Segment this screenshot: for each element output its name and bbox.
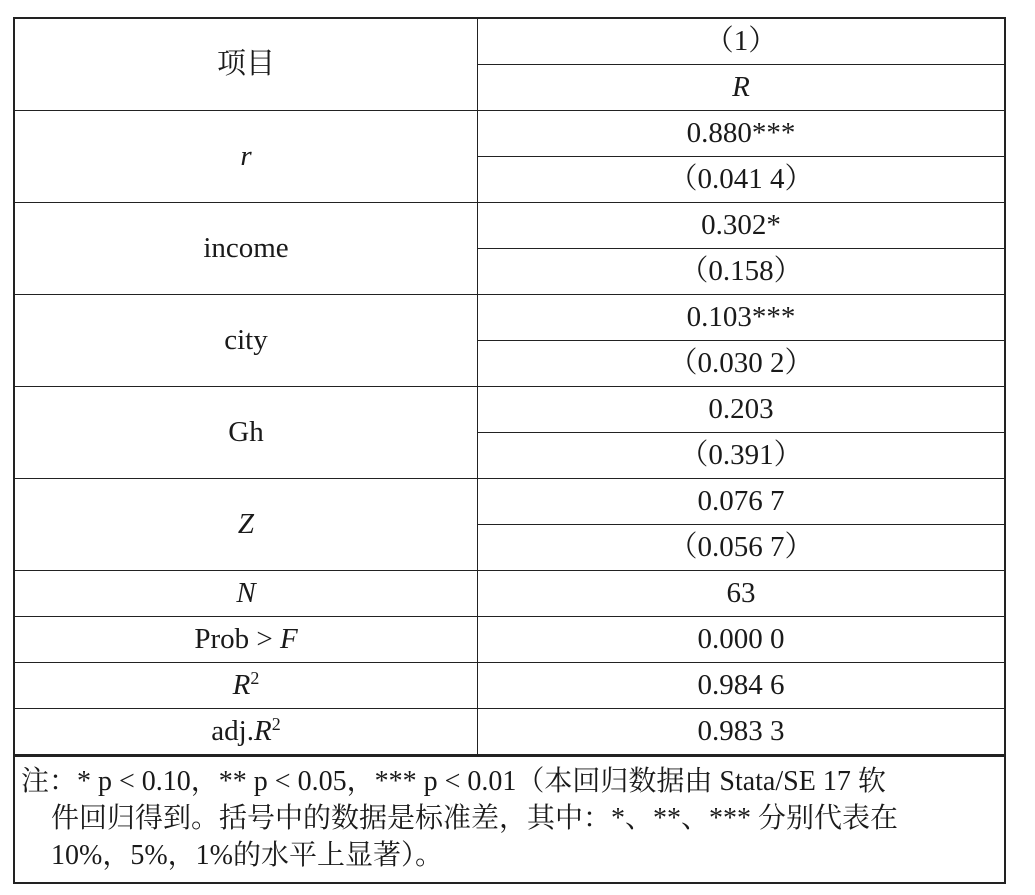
standard-error-cell: （0.030 2） [478, 341, 1005, 387]
table-row [15, 571, 1004, 617]
variable-name-gh: Gh [15, 387, 478, 479]
coefficient-cell: 0.880*** [478, 111, 1005, 157]
variable-name-city: city [15, 295, 478, 387]
standard-error-cell: （0.158） [478, 249, 1005, 295]
coefficient-cell: 0.302* [478, 203, 1005, 249]
coefficient-cell: 0.203 [478, 387, 1005, 433]
table-row [15, 111, 1004, 157]
note-line-2: 件回归得到。括号中的数据是标准差，其中：*、**、*** 分别代表在 [51, 803, 899, 834]
note-line-1: 注：* p < 0.10，** p < 0.05，*** p < 0.01（本回归数据由 Stata/SE 17 软 [21, 766, 886, 797]
stat-prefix: Prob > [194, 623, 280, 655]
stat-name-prob-f [15, 617, 478, 663]
variable-name-z: Z [15, 479, 478, 571]
regression-table-frame [13, 17, 1006, 884]
table-note [15, 755, 1004, 874]
stat-value-prob-f: 0.000 0 [478, 617, 1005, 663]
table-row [15, 387, 1004, 433]
standard-error-cell: （0.391） [478, 433, 1005, 479]
header-dependent-variable: R [478, 65, 1005, 111]
table-row [15, 479, 1004, 525]
header-model-number: （1） [478, 19, 1005, 65]
stat-variable: R [253, 715, 272, 747]
stat-variable: R [232, 669, 251, 701]
table-row [15, 203, 1004, 249]
standard-error-cell: （0.056 7） [478, 525, 1005, 571]
standard-error-cell: （0.041 4） [478, 157, 1005, 203]
table-row [15, 617, 1004, 663]
coefficient-cell: 0.076 7 [478, 479, 1005, 525]
stat-prefix: adj. [211, 715, 254, 747]
table-row [15, 663, 1004, 709]
note-line-3: 10%，5%，1%的水平上显著）。 [51, 840, 443, 871]
stat-variable: F [279, 623, 298, 655]
variable-name-income: income [15, 203, 478, 295]
stat-value-n: 63 [478, 571, 1005, 617]
stat-superscript: 2 [250, 668, 260, 688]
stat-value-adj-r-squared: 0.983 3 [478, 709, 1005, 755]
stat-superscript: 2 [271, 714, 281, 734]
regression-table [15, 19, 1004, 755]
stat-value-r-squared: 0.984 6 [478, 663, 1005, 709]
table-row [15, 709, 1004, 755]
table-row [15, 295, 1004, 341]
stat-name-n: N [15, 571, 478, 617]
stat-name-adj-r-squared [15, 709, 478, 755]
stat-name-r-squared [15, 663, 478, 709]
header-item-label: 项目 [15, 19, 478, 111]
variable-name-r: r [15, 111, 478, 203]
coefficient-cell: 0.103*** [478, 295, 1005, 341]
header-row [15, 19, 1004, 65]
